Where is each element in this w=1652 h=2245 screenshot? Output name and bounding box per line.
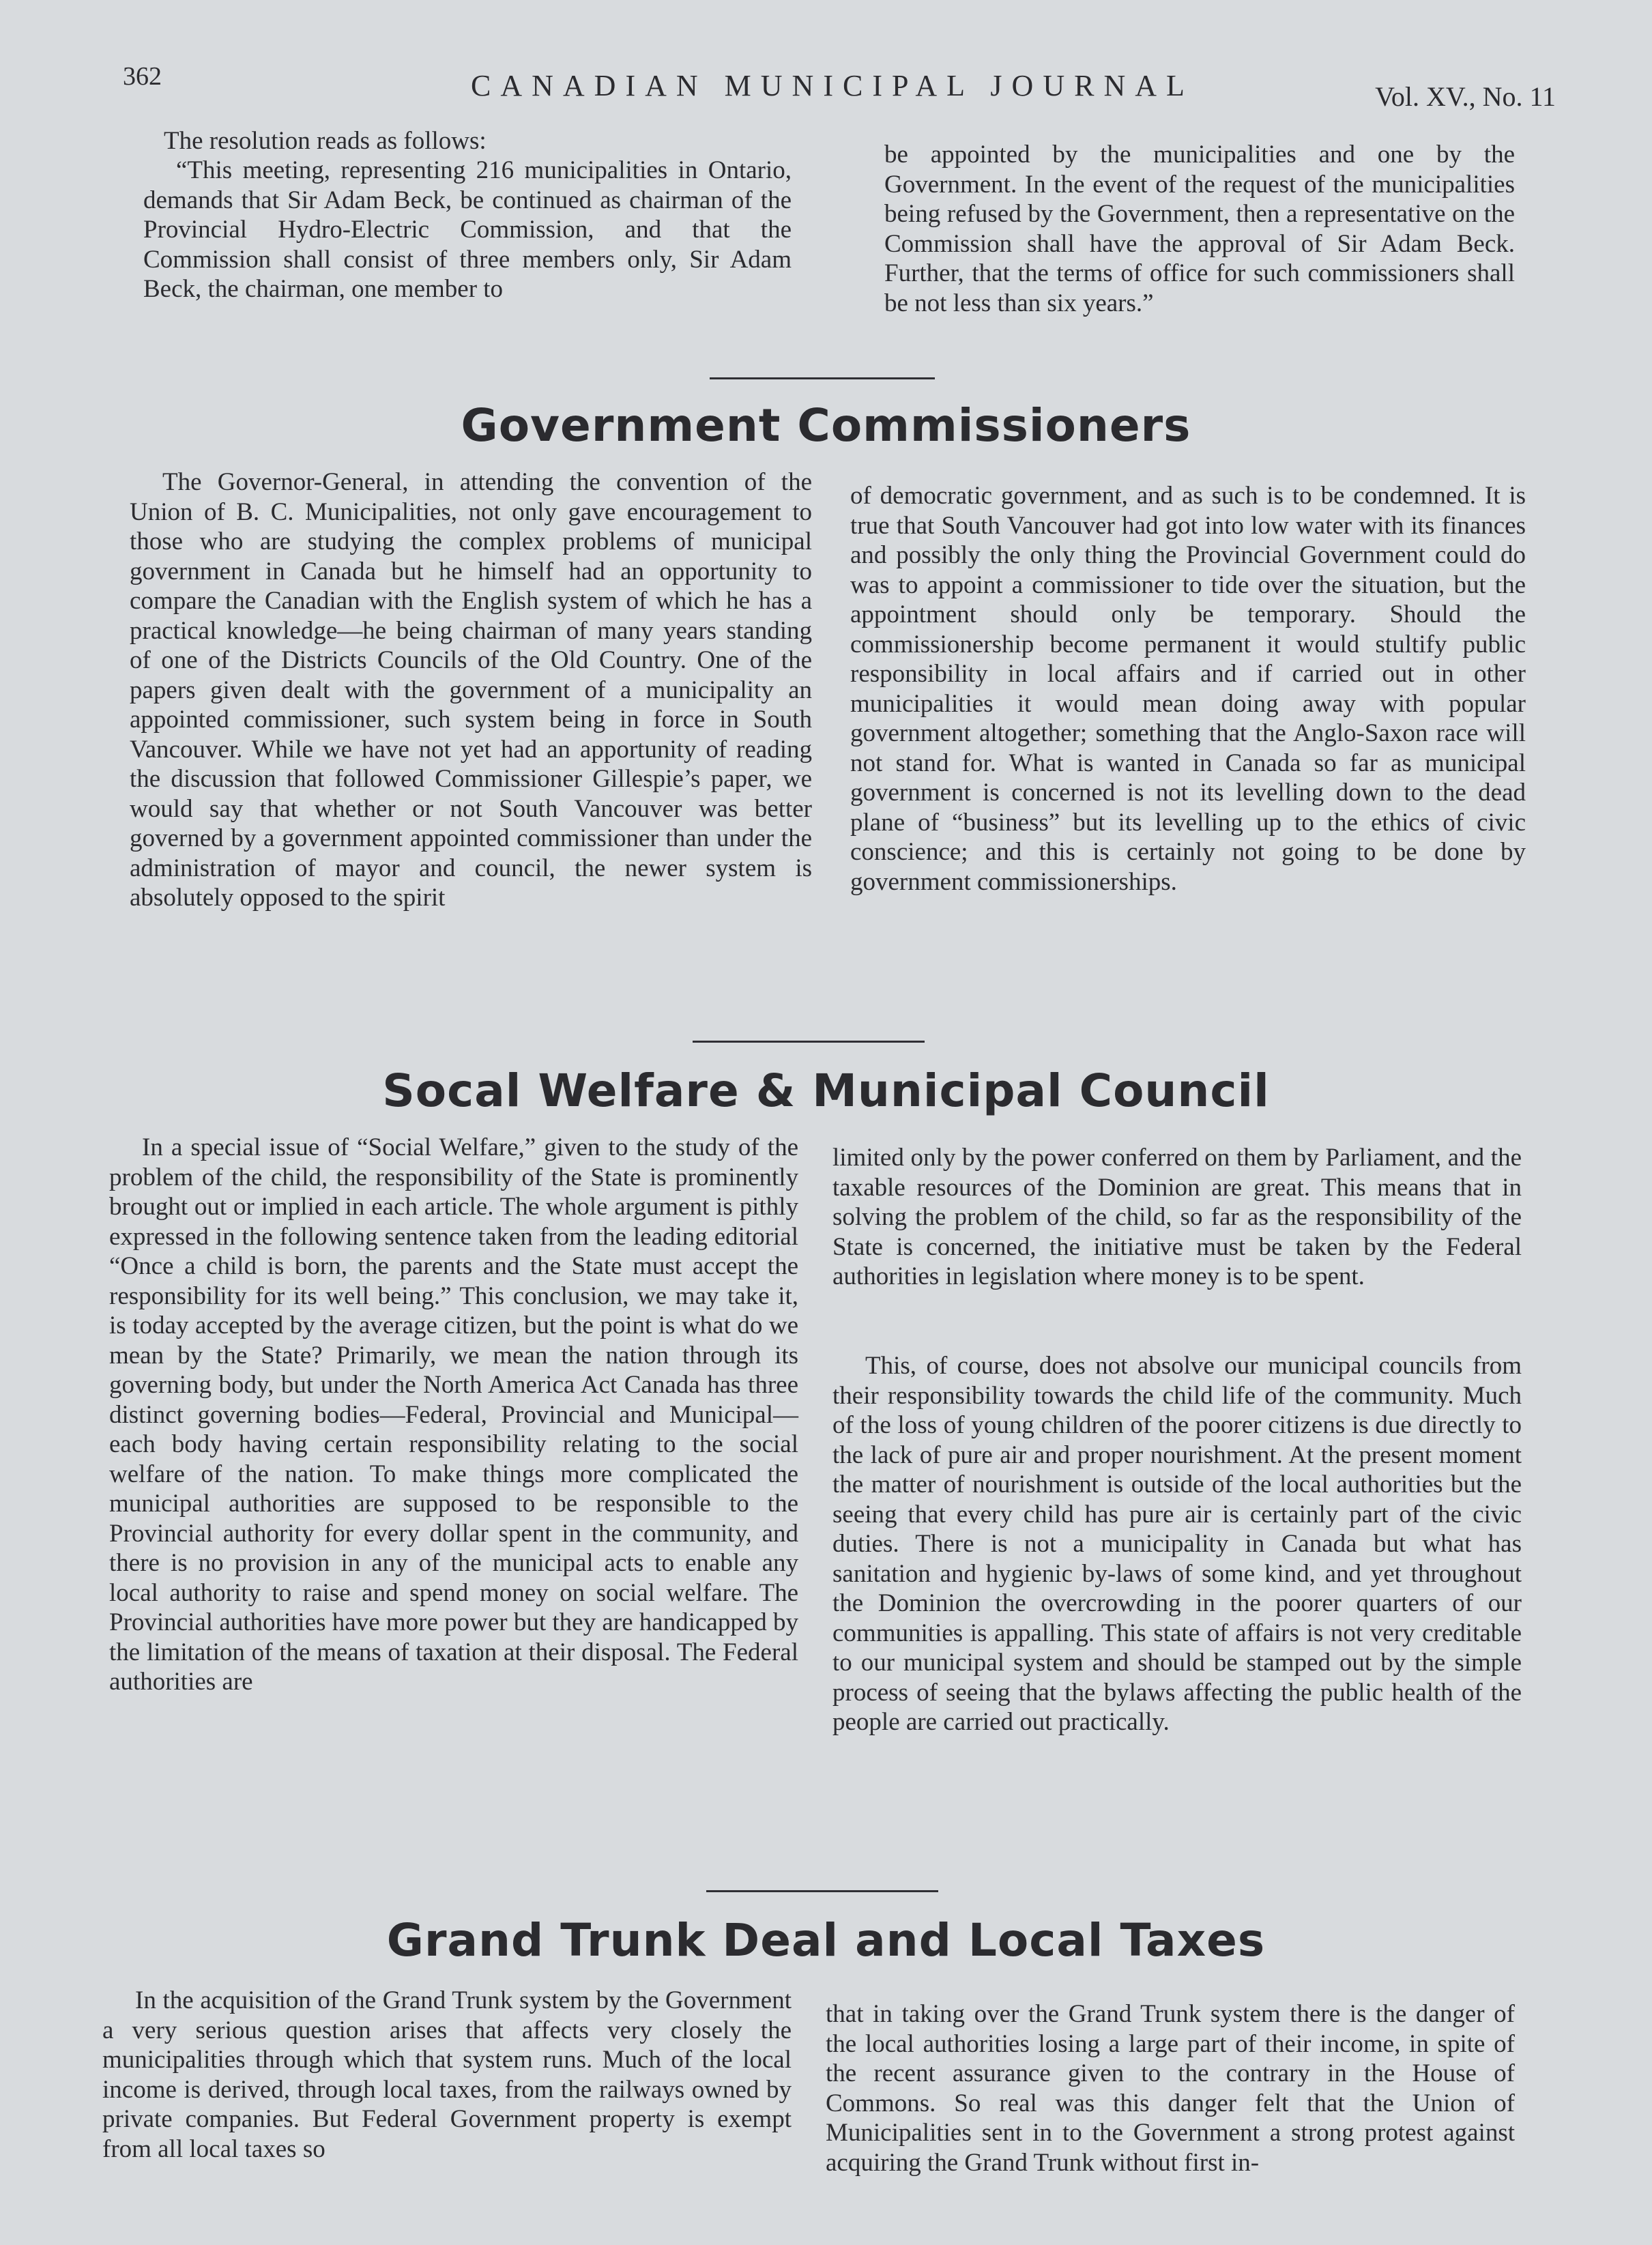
resolution-left-column: “This meeting, representing 216 municipalities in Ontario, demands that Sir Adam Beck, be continued as chairman of the Provincial Hydro-Electric Commission, and that the Commission shall consist of three members only, Sir Adam Beck, the chairman, one member to [143,156,792,303]
journal-title: CANADIAN MUNICIPAL JOURNAL [471,69,1194,102]
social-welfare-left-column: In a special issue of “Social Welfare,” given to the study of the problem of the child, the responsibility of the State is prominently brought out or implied in each article. The whole argument is pithly expressed in the following sentence taken from the leading editorial “Once a child is born, the parents and the State must accept the responsibility for its well being.” This conclusion, we may take it, is today accepted by the average citizen, but the point is what do we mean by the State? Primarily, we mean the nation through its governing body, but under the North America Act Canada has three distinct governing bodies—Federal, Provincial and Municipal—each body having certain responsibility relating to the social welfare of the nation. To make things more complicated the municipal authorities are supposed to be responsible to the Provincial authority for every dollar spent in the community, and there is no provision in any of the municipal acts to enable any local authority to raise and spend money on social welfare. The Provincial authorities have more power but they are handicapped by the limitation of the means of taxation at their disposal. The Federal authorities are [109,1133,798,1696]
social-welfare-right-column-p1: limited only by the power conferred on them by Parliament, and the taxable resources of the Dominion are great. This means that in solving the problem of the child, so far as the responsibility of the State is concerned, the initiative must be taken by the Federal authorities in legislation where money is to be spent. [832,1144,1522,1290]
headline-grand-trunk: Grand Trunk Deal and Local Taxes [386,1914,1266,1967]
issue-label: Vol. XV., No. 11 [1375,81,1556,112]
social-welfare-right-column-p2: This, of course, does not absolve our municipal councils from their responsibility towards the child life of the community. Much of the loss of young children of the poorer citizens is due directly to the lack of pure air and proper nourishment. At the present moment the matter of nourishment is outside of the local authorities but the seeing that every child has pure air is certainly part of the civic duties. There is not a municipality in Canada but what has sanitation and hygienic by-laws of some kind, and yet throughout the Dominion the overcrowding in the poorer quarters of our communities is appalling. This state of affairs is not very creditable to our municipal system and should be stamped out by the simple process of seeing that the bylaws affecting the public health of the people are carried out practically. [832,1352,1522,1736]
headline-social-welfare: Socal Welfare & Municipal Council [382,1064,1270,1117]
section-divider [693,1041,925,1043]
section-divider [706,1890,938,1892]
resolution-intro: The resolution reads as follows: [164,127,487,155]
page-header [123,61,1556,112]
headline-government-commissioners: Government Commissioners [461,399,1191,452]
grand-trunk-right-column: that in taking over the Grand Trunk system there is the danger of the local authorities losing a large part of their income, in spite of the recent assurance given to the contrary in the House of Commons. So real was this danger felt that the Union of Municipalities sent in to the Government a strong protest against acquiring the Grand Trunk without first in- [826,2000,1515,2177]
government-commissioners-right-column: of democratic government, and as such is to be condemned. It is true that South Vancouver had got into low water with its finances and possibly the only thing the Provincial Government could do was to appoint a commissioner to tide over the situation, but the appointment should only be temporary. Should the commissionership become permanent it would stultify public responsibility in local affairs and if carried out in other municipalities it would mean doing away with popular government altogether; something that the Anglo-Saxon race will not stand for. What is wanted in Canada so far as municipal government is concerned is not its levelling down to the dead plane of “business” but its levelling up to the ethics of civic conscience; and this is certainly not going to be done by government commissionerships. [850,482,1526,896]
grand-trunk-left-column: In the acquisition of the Grand Trunk system by the Government a very serious question arises that affects very closely the municipalities through which that system runs. Much of the local income is derived, through local taxes, from the railways owned by private companies. But Federal Government property is exempt from all local taxes so [102,1986,792,2163]
page-number: 362 [123,62,162,91]
resolution-right-column: be appointed by the municipalities and one by the Government. In the event of the request of the municipalities being refused by the Government, then a representative on the Commission shall have the approval of Sir Adam Beck. Further, that the terms of office for such commissioners shall be not less than six years.” [884,141,1515,317]
government-commissioners-left-column: The Governor-General, in attending the convention of the Union of B. C. Municipalities, not only gave encouragement to those who are studying the complex problems of municipal government in Canada but he himself had an opportunity to compare the Canadian with the English system of which he has a practical knowledge—he being chairman of many years standing of one of the Districts Councils of the Old Country. One of the papers given dealt with the government of a municipality an appointed commissioner, such system being in force in South Vancouver. While we have not yet had an apportunity of reading the discussion that followed Commissioner Gillespie’s paper, we would say that whether or not South Vancouver was better governed by a government appointed commissioner than under the administration of mayor and council, the newer system is absolutely opposed to the spirit [130,468,812,912]
section-divider [710,377,935,379]
